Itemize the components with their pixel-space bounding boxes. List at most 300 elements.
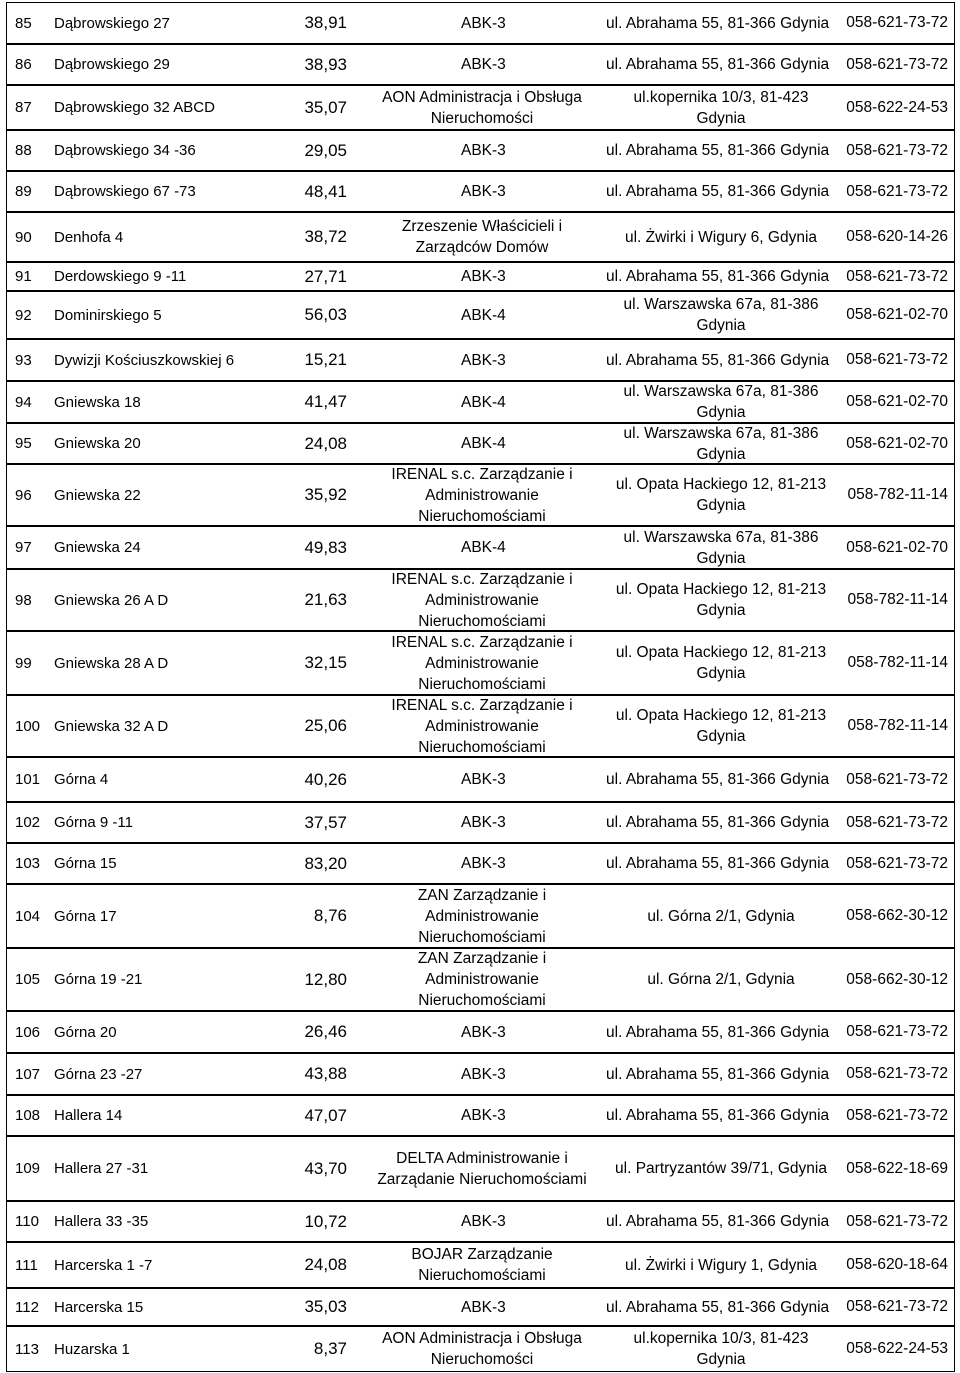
text-line: ul. Abrahama 55, 81-366 Gdynia <box>606 56 830 73</box>
administrator-lines <box>461 853 506 874</box>
text-line: ul. Górna 2/1, Gdynia <box>647 907 795 925</box>
text-line: Gdynia <box>696 728 746 745</box>
text-line: Gdynia <box>696 497 746 514</box>
area-value: 41,47 <box>304 392 347 411</box>
table-row <box>6 1095 955 1136</box>
street-name: Hallera 27 -31 <box>54 1160 149 1177</box>
administrator-lines <box>391 632 572 695</box>
street-name: Dąbrowskiego 32 ABCD <box>54 99 215 116</box>
table-row <box>6 1288 955 1326</box>
street-name: Gniewska 28 A D <box>54 654 169 672</box>
row-number: 96 <box>6 465 49 525</box>
phone-number: 058-621-73-72 <box>837 340 955 380</box>
text-line: ul. Abrahama 55, 81-366 Gdynia <box>606 1213 830 1230</box>
address <box>605 131 837 170</box>
text-line: ul. Żwirki i Wigury 1, Gdynia <box>624 1256 818 1274</box>
text-line: ul. Abrahama 55, 81-366 Gdynia <box>606 351 830 369</box>
text-line: DELTA Administrowanie i <box>396 1149 568 1167</box>
address-lines <box>625 1255 817 1276</box>
area-value: 12,80 <box>304 969 347 989</box>
text-line: Gdynia <box>696 109 746 127</box>
row-number: 101 <box>6 758 49 801</box>
text-line: ul.kopernika 10/3, 81-423 <box>633 1330 809 1347</box>
administrator-lines <box>461 1297 506 1318</box>
text-line: ABK-3 <box>461 268 506 285</box>
area-value: 56,03 <box>304 305 347 324</box>
address <box>605 1289 837 1325</box>
street-name: Górna 20 <box>54 1023 117 1041</box>
phone-number: 058-621-02-70 <box>837 527 955 568</box>
administrator <box>359 949 605 1010</box>
administrator <box>359 1243 605 1287</box>
text-line: Administrowanie <box>425 486 539 504</box>
street-name: Gniewska 26 A D <box>54 591 169 609</box>
text-line: ABK-4 <box>461 306 506 324</box>
text-line: ABK-3 <box>461 1023 506 1041</box>
address <box>605 527 837 568</box>
administrator-lines <box>461 1211 506 1232</box>
street-name: Gniewska 20 <box>54 435 141 452</box>
administrator <box>359 1096 605 1135</box>
row-number: 111 <box>6 1243 49 1287</box>
table-row <box>6 44 955 85</box>
area-value: 10,72 <box>304 1211 347 1231</box>
text-line: AON Administracja i Obsługa <box>382 1330 582 1347</box>
row-number: 102 <box>6 803 49 842</box>
administrator-lines <box>461 13 506 34</box>
area-value: 26,46 <box>304 1022 347 1041</box>
street-name: Górna 9 -11 <box>54 814 133 831</box>
administrator <box>359 632 605 694</box>
phone-number: 058-621-73-72 <box>837 3 955 43</box>
row-number: 89 <box>6 172 49 211</box>
text-line: ZAN Zarządzanie i <box>417 950 547 967</box>
address <box>605 803 837 842</box>
row-number: 110 <box>6 1202 49 1241</box>
address-lines <box>606 140 829 161</box>
address <box>605 949 837 1010</box>
area-value: 29,05 <box>304 140 347 160</box>
table-row <box>6 757 955 802</box>
administrator <box>359 340 605 380</box>
text-line: Administrowanie <box>425 907 539 925</box>
phone-number: 058-621-73-72 <box>837 1289 955 1325</box>
text-line: ABK-4 <box>461 435 506 452</box>
text-line: Nieruchomościami <box>418 675 546 693</box>
text-line: ABK-3 <box>461 1065 506 1083</box>
table-row <box>6 1136 955 1201</box>
address <box>605 292 837 338</box>
text-line: ul.kopernika 10/3, 81-423 <box>633 88 809 106</box>
row-number: 92 <box>6 292 49 338</box>
row-number: 93 <box>6 340 49 380</box>
phone-number: 058-622-24-53 <box>837 86 955 129</box>
text-line: IRENAL s.c. Zarządzanie i <box>391 570 573 588</box>
address-lines <box>615 1158 827 1179</box>
area-value: 38,93 <box>304 54 347 74</box>
table-row <box>6 526 955 569</box>
address-lines <box>647 969 794 990</box>
address <box>605 1012 837 1052</box>
street-name: Górna 15 <box>54 855 117 872</box>
administrator-lines <box>461 1022 506 1043</box>
street-name: Dywizji Kościuszkowskiej 6 <box>54 351 235 369</box>
address-lines <box>606 1064 829 1085</box>
text-line: Gdynia <box>696 665 746 682</box>
text-line: ul. Górna 2/1, Gdynia <box>647 971 795 988</box>
street-name: Gniewska 18 <box>54 393 141 411</box>
text-line: ABK-3 <box>461 1107 506 1124</box>
row-number: 107 <box>6 1054 49 1094</box>
text-line: BOJAR Zarządzanie <box>411 1246 553 1263</box>
address-lines <box>606 1297 829 1318</box>
row-number: 99 <box>6 632 49 694</box>
address-lines <box>624 381 819 423</box>
text-line: Administrowanie <box>425 591 539 609</box>
text-line: IRENAL s.c. Zarządzanie i <box>391 465 573 483</box>
text-line: ABK-3 <box>461 351 506 369</box>
address-lines <box>616 642 826 684</box>
area-value: 27,71 <box>304 266 347 286</box>
text-line: IRENAL s.c. Zarządzanie i <box>391 696 573 714</box>
table-row <box>6 948 955 1011</box>
administrator <box>359 263 605 290</box>
address <box>605 1137 837 1200</box>
text-line: ul. Abrahama 55, 81-366 Gdynia <box>606 14 830 32</box>
phone-number: 058-620-14-26 <box>837 213 955 261</box>
street-name: Denhofa 4 <box>54 228 124 246</box>
street-name: Dąbrowskiego 27 <box>54 14 170 32</box>
text-line: Administrowanie <box>425 717 539 735</box>
administrator-lines <box>461 812 506 833</box>
text-line: ul. Partryzantów 39/71, Gdynia <box>615 1160 827 1177</box>
text-line: Gdynia <box>696 317 746 334</box>
text-line: ABK-4 <box>461 539 506 556</box>
table-row <box>6 884 955 948</box>
text-line: Gdynia <box>696 445 746 463</box>
address-lines <box>606 853 829 874</box>
area-value: 38,91 <box>304 13 347 32</box>
street-name: Hallera 33 -35 <box>54 1213 149 1230</box>
row-number: 86 <box>6 45 49 84</box>
address <box>605 758 837 801</box>
text-line: ABK-3 <box>461 1213 506 1230</box>
phone-number: 058-621-73-72 <box>837 803 955 842</box>
administrator-lines <box>382 87 582 129</box>
table-row <box>6 1011 955 1053</box>
table-row <box>6 171 955 212</box>
text-line: Gdynia <box>696 549 746 567</box>
address-lines <box>606 1105 829 1126</box>
text-line: Nieruchomościami <box>418 928 546 946</box>
street-name: Hallera 14 <box>54 1107 123 1124</box>
administrator <box>359 172 605 211</box>
address <box>605 632 837 694</box>
phone-number: 058-782-11-14 <box>837 465 955 525</box>
row-number: 113 <box>6 1327 49 1371</box>
table-row <box>6 339 955 381</box>
row-number: 91 <box>6 263 49 290</box>
administrator <box>359 213 605 261</box>
text-line: Nieruchomości <box>430 1351 534 1368</box>
administrator <box>359 844 605 883</box>
street-name: Dąbrowskiego 67 -73 <box>54 183 196 200</box>
row-number: 105 <box>6 949 49 1010</box>
table-row <box>6 423 955 464</box>
text-line: ul. Warszawska 67a, 81-386 <box>623 424 819 442</box>
administrator-lines <box>461 181 506 202</box>
street-name: Górna 23 -27 <box>54 1065 143 1083</box>
phone-number: 058-621-73-72 <box>837 172 955 211</box>
address <box>605 3 837 43</box>
table-row <box>6 1201 955 1242</box>
address <box>605 885 837 947</box>
address-lines <box>634 1328 809 1370</box>
street-name: Harcerska 15 <box>54 1298 144 1316</box>
phone-number: 058-621-73-72 <box>837 131 955 170</box>
text-line: Nieruchomości <box>430 109 534 127</box>
text-line: ul. Abrahama 55, 81-366 Gdynia <box>606 268 830 285</box>
street-name: Gniewska 32 A D <box>54 717 169 735</box>
table-row <box>6 1242 955 1288</box>
address <box>605 424 837 463</box>
text-line: AON Administracja i Obsługa <box>382 88 582 106</box>
text-line: Administrowanie <box>425 654 539 672</box>
street-name: Gniewska 22 <box>54 486 141 504</box>
administrator <box>359 1012 605 1052</box>
text-line: IRENAL s.c. Zarządzanie i <box>391 633 573 651</box>
table-row <box>6 631 955 695</box>
text-line: Nieruchomościami <box>418 612 546 630</box>
address-lines <box>624 527 819 569</box>
text-line: Gdynia <box>696 404 746 421</box>
area-value: 40,26 <box>304 769 347 789</box>
address <box>605 1327 837 1371</box>
text-line: ABK-4 <box>461 393 506 411</box>
row-number: 90 <box>6 213 49 261</box>
phone-number: 058-621-73-72 <box>837 263 955 290</box>
text-line: ul. Żwirki i Wigury 6, Gdynia <box>624 228 818 246</box>
administrator-lines <box>461 350 506 371</box>
table-row <box>6 569 955 631</box>
text-line: ul. Abrahama 55, 81-366 Gdynia <box>606 855 830 872</box>
table-row <box>6 381 955 423</box>
address-lines <box>606 812 829 833</box>
row-number: 112 <box>6 1289 49 1325</box>
area-value: 37,57 <box>304 812 347 832</box>
administrator-lines <box>461 392 506 413</box>
row-number: 109 <box>6 1137 49 1200</box>
administrator-lines <box>391 464 572 527</box>
text-line: ul. Warszawska 67a, 81-386 <box>623 383 819 400</box>
row-number: 100 <box>6 696 49 756</box>
address-lines <box>606 769 829 790</box>
administrator <box>359 131 605 170</box>
street-name: Górna 17 <box>54 907 117 925</box>
table-row <box>6 130 955 171</box>
row-number: 98 <box>6 570 49 630</box>
row-number: 108 <box>6 1096 49 1135</box>
administrator-lines <box>461 1105 506 1126</box>
administrator <box>359 696 605 756</box>
administrator <box>359 292 605 338</box>
address-lines <box>624 294 819 336</box>
table-row <box>6 695 955 757</box>
table-row <box>6 262 955 291</box>
address <box>605 86 837 129</box>
phone-number: 058-662-30-12 <box>837 885 955 947</box>
administrator-lines <box>461 1064 506 1085</box>
phone-number: 058-622-18-69 <box>837 1137 955 1200</box>
text-line: Nieruchomościami <box>418 507 546 525</box>
address-lines <box>606 350 829 371</box>
text-line: ul. Opata Hackiego 12, 81-213 <box>615 476 827 493</box>
administrator <box>359 382 605 422</box>
administrator-lines <box>418 948 546 1011</box>
address <box>605 382 837 422</box>
administrator <box>359 1054 605 1094</box>
table-row <box>6 212 955 262</box>
row-number: 106 <box>6 1012 49 1052</box>
address <box>605 1054 837 1094</box>
text-line: Administrowanie <box>425 971 539 988</box>
text-line: Gdynia <box>696 602 746 619</box>
phone-number: 058-621-73-72 <box>837 1012 955 1052</box>
address-lines <box>624 423 819 465</box>
text-line: ul. Abrahama 55, 81-366 Gdynia <box>606 142 830 159</box>
administrator-lines <box>461 433 506 454</box>
street-name: Górna 19 -21 <box>54 971 143 988</box>
administrator-lines <box>382 1328 582 1370</box>
table-row <box>6 1053 955 1095</box>
text-line: ul. Abrahama 55, 81-366 Gdynia <box>606 1107 830 1124</box>
phone-number: 058-621-02-70 <box>837 382 955 422</box>
text-line: ul. Abrahama 55, 81-366 Gdynia <box>606 1023 830 1041</box>
administrator <box>359 1137 605 1200</box>
address-lines <box>634 87 809 129</box>
address <box>605 340 837 380</box>
address <box>605 570 837 630</box>
area-value: 38,72 <box>304 227 347 246</box>
area-value: 49,83 <box>304 537 347 557</box>
address-lines <box>616 579 826 621</box>
table-row <box>6 1326 955 1372</box>
area-value: 8,37 <box>313 1339 347 1358</box>
address-lines <box>606 54 829 75</box>
address-lines <box>606 1211 829 1232</box>
text-line: ul. Abrahama 55, 81-366 Gdynia <box>606 1298 830 1316</box>
address-lines <box>606 1022 829 1043</box>
text-line: ABK-3 <box>461 142 506 159</box>
administrator-lines <box>418 885 546 948</box>
area-value: 24,08 <box>304 1255 347 1274</box>
text-line: ABK-3 <box>461 814 506 831</box>
address-lines <box>616 705 826 747</box>
area-value: 15,21 <box>304 350 347 369</box>
area-value: 48,41 <box>304 181 347 201</box>
text-line: ul. Warszawska 67a, 81-386 <box>623 296 819 313</box>
text-line: ul. Abrahama 55, 81-366 Gdynia <box>606 814 830 831</box>
administrator-lines <box>402 216 562 258</box>
phone-number: 058-621-73-72 <box>837 1096 955 1135</box>
table-row <box>6 843 955 884</box>
phone-number: 058-621-73-72 <box>837 1054 955 1094</box>
address-lines <box>606 266 829 287</box>
street-name: Huzarska 1 <box>54 1340 130 1358</box>
area-value: 35,92 <box>304 485 347 504</box>
area-value: 21,63 <box>304 590 347 609</box>
text-line: ul. Abrahama 55, 81-366 Gdynia <box>606 183 830 200</box>
phone-number: 058-782-11-14 <box>837 632 955 694</box>
text-line: Zrzeszenie Właścicieli i <box>401 218 563 235</box>
administrator <box>359 527 605 568</box>
text-line: ZAN Zarządzanie i <box>417 886 547 904</box>
area-value: 47,07 <box>304 1105 347 1125</box>
address <box>605 465 837 525</box>
area-value: 24,08 <box>304 433 347 453</box>
street-name: Gniewska 24 <box>54 539 141 556</box>
text-line: ABK-3 <box>461 183 506 200</box>
text-line: ABK-3 <box>461 56 506 73</box>
area-value: 35,03 <box>304 1297 347 1316</box>
address <box>605 1096 837 1135</box>
address-lines <box>616 474 826 516</box>
phone-number: 058-620-18-64 <box>837 1243 955 1287</box>
phone-number: 058-782-11-14 <box>837 570 955 630</box>
administrator-lines <box>461 266 506 287</box>
administrator <box>359 570 605 630</box>
text-line: Zarządanie Nieruchomościami <box>377 1170 587 1188</box>
address <box>605 45 837 84</box>
phone-number: 058-621-73-72 <box>837 1202 955 1241</box>
address <box>605 1243 837 1287</box>
administrator-lines <box>411 1244 552 1286</box>
text-line: Nieruchomościami <box>418 992 546 1009</box>
area-value: 43,88 <box>304 1064 347 1083</box>
area-value: 32,15 <box>304 653 347 672</box>
phone-number: 058-621-73-72 <box>837 758 955 801</box>
address-lines <box>606 13 829 34</box>
street-name: Harcerska 1 -7 <box>54 1256 153 1274</box>
administrator-lines <box>461 305 506 326</box>
text-line: ABK-3 <box>461 855 506 872</box>
phone-number: 058-621-02-70 <box>837 424 955 463</box>
table-row <box>6 85 955 130</box>
administrator <box>359 758 605 801</box>
street-name: Dąbrowskiego 34 -36 <box>54 142 196 159</box>
text-line: ul. Opata Hackiego 12, 81-213 <box>615 581 827 598</box>
row-number: 103 <box>6 844 49 883</box>
administrator <box>359 45 605 84</box>
text-line: ul. Warszawska 67a, 81-386 <box>623 528 819 546</box>
row-number: 95 <box>6 424 49 463</box>
street-name: Dąbrowskiego 29 <box>54 56 170 73</box>
phone-number: 058-622-24-53 <box>837 1327 955 1371</box>
administrator-lines <box>391 695 572 758</box>
text-line: Zarządców Domów <box>415 239 549 256</box>
text-line: ul. Abrahama 55, 81-366 Gdynia <box>606 1065 830 1083</box>
administrator-lines <box>461 537 506 558</box>
area-value: 35,07 <box>304 97 347 117</box>
phone-number: 058-621-73-72 <box>837 45 955 84</box>
text-line: Gdynia <box>696 1351 746 1368</box>
row-number: 85 <box>6 3 49 43</box>
administrator-lines <box>461 140 506 161</box>
street-name: Górna 4 <box>54 771 109 788</box>
address <box>605 213 837 261</box>
address-lines <box>625 227 817 248</box>
administrator-lines <box>461 54 506 75</box>
